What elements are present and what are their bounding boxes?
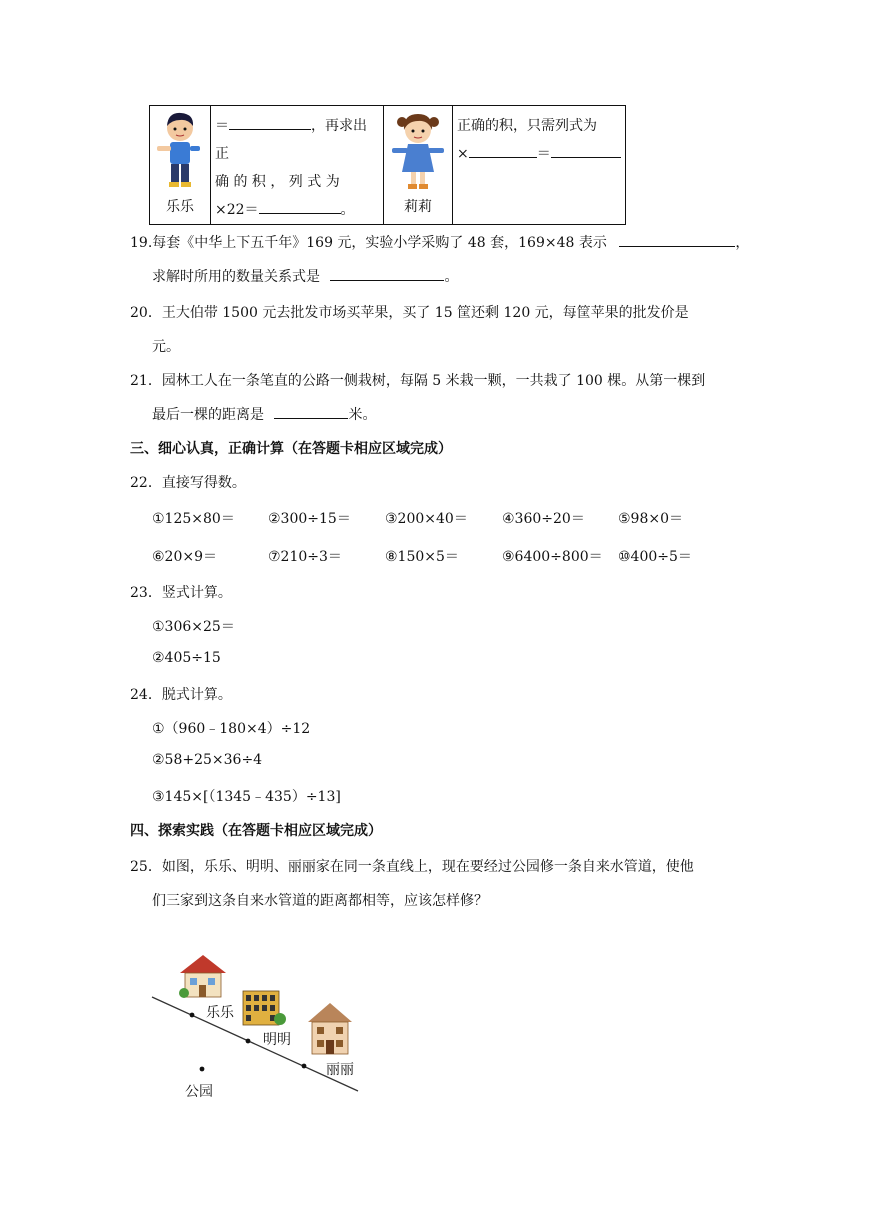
section3-heading: 三、细心认真，正确计算（在答题卡相应区域完成） — [130, 441, 452, 457]
q22-item-7: ⑦210÷3＝ — [268, 549, 342, 565]
q24-item-3: ③145×[（1345﹣435）÷13] — [152, 789, 341, 805]
lili-blank-2[interactable] — [551, 143, 621, 158]
lele-name: 乐乐 — [166, 199, 194, 215]
lele-picture — [150, 106, 210, 218]
q24-title: 24．脱式计算。 — [130, 687, 232, 703]
lili-picture-cell — [384, 106, 453, 225]
q22-item-2: ②300÷15＝ — [268, 511, 351, 527]
q22-item-5: ⑤98×0＝ — [618, 511, 684, 527]
q22-item-9: ⑨6400÷800＝ — [502, 549, 603, 565]
q21-blank[interactable] — [274, 404, 348, 419]
lele-label: 乐乐 — [206, 1005, 234, 1021]
lele-blank-2[interactable] — [259, 199, 341, 214]
park-label: 公园 — [185, 1084, 213, 1100]
q23-title: 23．竖式计算。 — [130, 585, 232, 601]
q22-title: 22．直接写得数。 — [130, 475, 246, 491]
q22-item-10: ⑩400÷5＝ — [618, 549, 692, 565]
lili-picture — [384, 106, 452, 218]
lili-point — [302, 1064, 307, 1069]
q19-line1: 19.每套《中华上下五千年》169 元，实验小学采购了 48 套，169×48 表示 ， — [130, 232, 749, 252]
girl-icon — [384, 106, 452, 202]
q25-line1: 25．如图，乐乐、明明、丽丽家在同一条直线上，现在要经过公园修一条自来水管道，使他 — [130, 859, 694, 875]
lele-text-cell — [211, 106, 384, 225]
q22-item-3: ③200×40＝ — [385, 511, 468, 527]
q19-blank-2[interactable] — [330, 266, 444, 281]
lili-text-cell — [453, 106, 626, 225]
q23-item-2: ②405÷15 — [152, 650, 221, 666]
lele-blank-1[interactable] — [229, 115, 311, 130]
figure-canvas — [140, 945, 380, 1115]
lele-picture-cell — [150, 106, 211, 225]
lele-text-line3-end: 。 — [340, 202, 355, 218]
lili-house-icon — [308, 1003, 352, 1054]
lele-text-line1: ＝ — [215, 118, 229, 134]
q24-item-2: ②58+25×36÷4 — [152, 752, 263, 768]
mingming-point — [246, 1039, 251, 1044]
q21-line2: 最后一棵的距离是 米。 — [152, 404, 376, 424]
lili-blank-1[interactable] — [469, 143, 537, 158]
lele-house-icon — [179, 955, 226, 998]
mingming-label: 明明 — [263, 1032, 291, 1048]
lili-name: 莉莉 — [404, 199, 432, 215]
lili-text-line2: × — [457, 146, 469, 162]
lele-text-line3: ×22＝ — [215, 202, 259, 218]
park-point — [200, 1067, 205, 1072]
lele-point — [190, 1013, 195, 1018]
q23-item-1: ①306×25＝ — [152, 619, 235, 635]
q19-blank-1[interactable] — [619, 232, 735, 247]
q24-item-1: ①（960﹣180×4）÷12 — [152, 721, 311, 737]
mingming-building-icon — [243, 991, 286, 1025]
lele-text-line1-end: ，再求出正 — [215, 118, 367, 162]
q22-item-8: ⑧150×5＝ — [385, 549, 459, 565]
q22-item-6: ⑥20×9＝ — [152, 549, 218, 565]
boy-icon — [150, 106, 210, 202]
reasoning-table — [149, 105, 626, 225]
q20-line1: 20．王大伯带 1500 元去批发市场买苹果，买了 15 筐还剩 120 元，每筐苹果的批发价是 — [130, 305, 689, 321]
lili-label: 丽丽 — [326, 1062, 354, 1078]
q22-item-4: ④360÷20＝ — [502, 511, 585, 527]
lele-text-line2: 确 的 积 ， 列 式 为 — [215, 174, 340, 190]
q22-item-1: ①125×80＝ — [152, 511, 235, 527]
q20-line2: 元。 — [152, 339, 180, 355]
lili-text-line1: 正确的积，只需列式为 — [457, 118, 597, 134]
q19-line2: 求解时所用的数量关系式是 。 — [152, 266, 458, 286]
section4-heading: 四、探索实践（在答题卡相应区域完成） — [130, 823, 382, 839]
lili-text-equals: ＝ — [536, 146, 551, 162]
q21-line1: 21．园林工人在一条笔直的公路一侧栽树，每隔 5 米栽一颗，一共栽了 100 棵。从第一棵到 — [130, 373, 706, 389]
q25-line2: 们三家到这条自来水管道的距离都相等，应该怎样修？ — [152, 893, 488, 909]
houses-figure — [140, 945, 380, 1115]
